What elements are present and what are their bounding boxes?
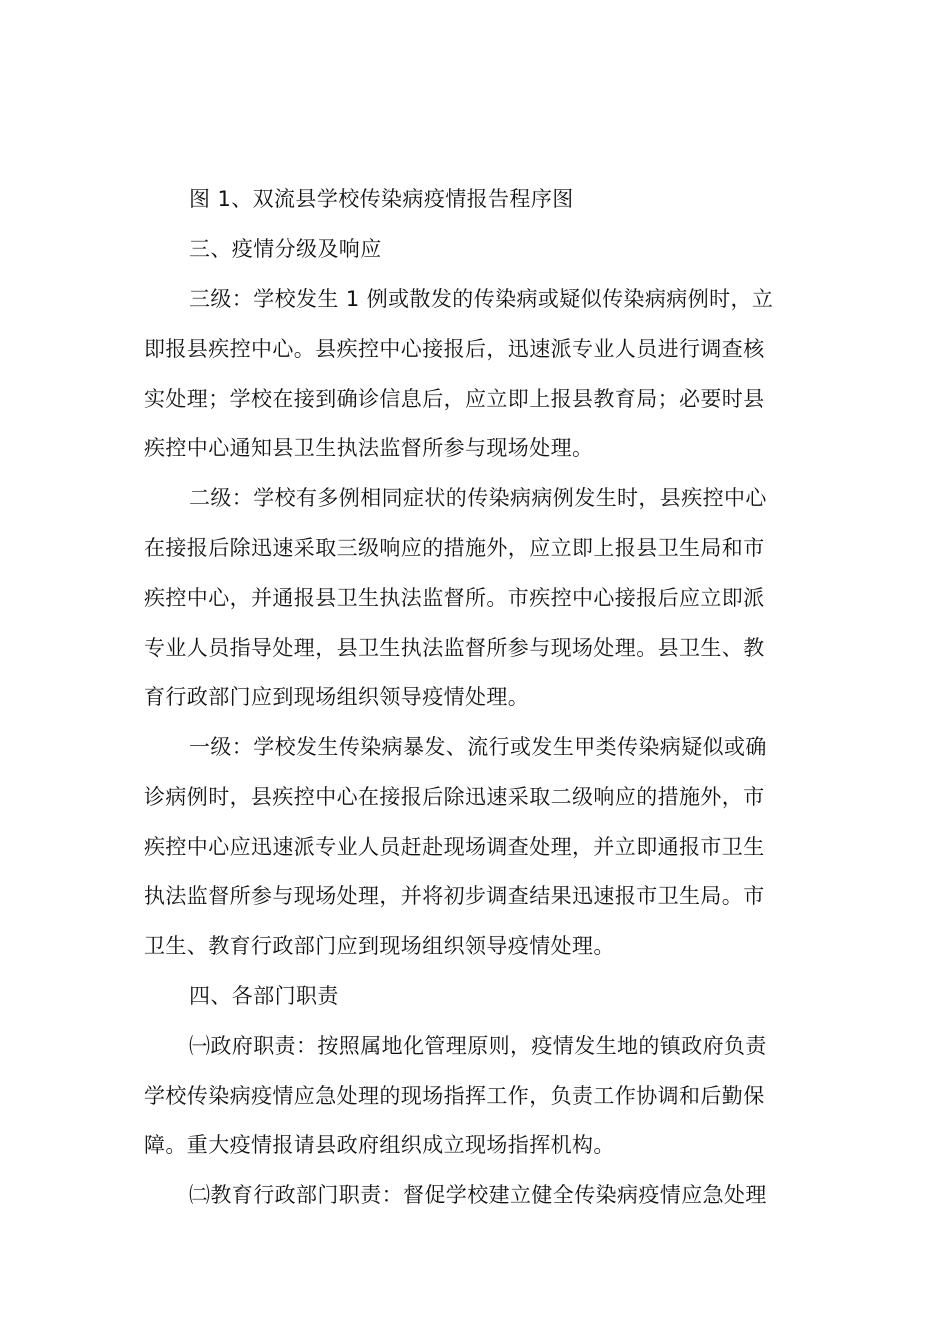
- paragraph-line: 二级：学校有多例相同症状的传染病病例发生时，县疾控中心: [189, 486, 767, 510]
- section-heading-3: 三、疫情分级及响应: [189, 237, 382, 261]
- paragraph-line: ㈠政府职责：按照属地化管理原则，疫情发生地的镇政府负责: [189, 1034, 767, 1058]
- paragraph-line: 疾控中心，并通报县卫生执法监督所。市疾控中心接报后应立即派: [144, 586, 765, 610]
- paragraph-line: 疾控中心应迅速派专业人员赶赴现场调查处理，并立即通报市卫生: [144, 835, 765, 859]
- paragraph-line: 学校传染病疫情应急处理的现场指挥工作，负责工作协调和后勤保: [144, 1084, 765, 1108]
- section-heading-4: 四、各部门职责: [189, 984, 339, 1008]
- paragraph-line: 即报县疾控中心。县疾控中心接报后，迅速派专业人员进行调查核: [144, 337, 765, 361]
- paragraph-line: 实处理；学校在接到确诊信息后，应立即上报县教育局；必要时县: [144, 387, 765, 411]
- paragraph-line: 在接报后除迅速采取三级响应的措施外，应立即上报县卫生局和市: [144, 536, 765, 560]
- paragraph-line: 一级：学校发生传染病暴发、流行或发生甲类传染病疑似或确: [189, 735, 767, 759]
- paragraph-line: 三级：学校发生 1 例或散发的传染病或疑似传染病病例时，立: [189, 287, 774, 311]
- paragraph-line: 障。重大疫情报请县政府组织成立现场指挥机构。: [144, 1133, 615, 1157]
- paragraph-line: 卫生、教育行政部门应到现场组织领导疫情处理。: [144, 934, 615, 958]
- paragraph-line: 执法监督所参与现场处理，并将初步调查结果迅速报市卫生局。市: [144, 884, 765, 908]
- paragraph-line: 诊病例时，县疾控中心在接报后除迅速采取二级响应的措施外，市: [144, 785, 765, 809]
- paragraph-line: 疾控中心通知县卫生执法监督所参与现场处理。: [144, 436, 594, 460]
- paragraph-line: 育行政部门应到现场组织领导疫情处理。: [144, 685, 530, 709]
- paragraph-line: 专业人员指导处理，县卫生执法监督所参与现场处理。县卫生、教: [144, 636, 765, 660]
- paragraph-line: ㈡教育行政部门职责：督促学校建立健全传染病疫情应急处理: [189, 1183, 767, 1207]
- figure-caption: 图 1、双流县学校传染病疫情报告程序图: [189, 187, 574, 211]
